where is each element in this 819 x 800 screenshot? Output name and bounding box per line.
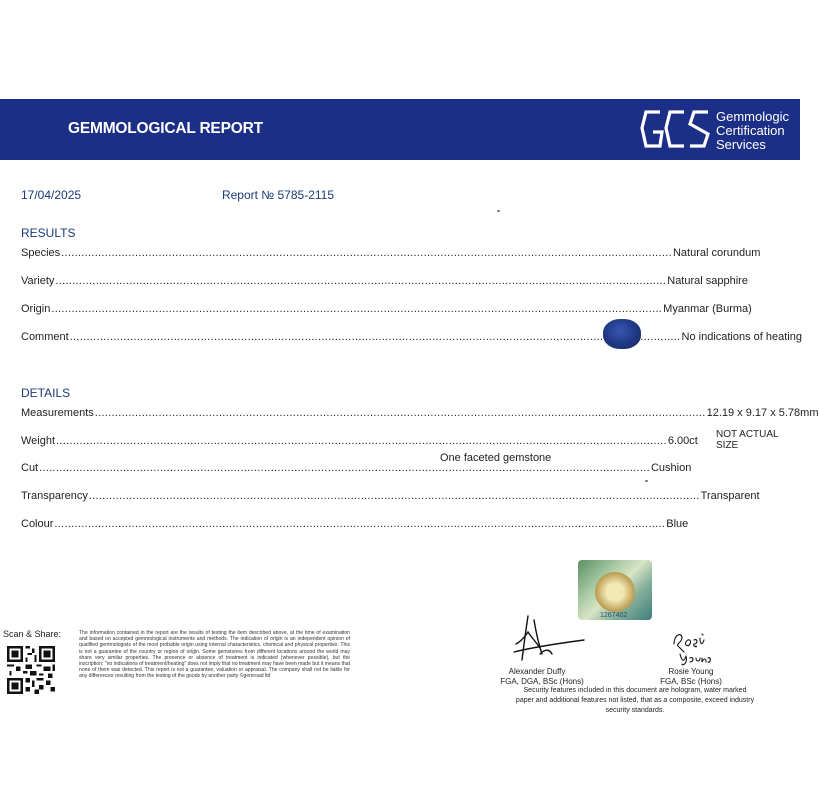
logo-line: Gemmologic — [716, 109, 789, 124]
results-heading: RESULTS — [21, 226, 76, 240]
row-value: 12.19 x 9.17 x 5.78mm — [706, 407, 819, 419]
row-value: Cushion — [650, 462, 692, 474]
row-value: Transparent — [700, 490, 760, 502]
row-label: Transparency — [21, 490, 88, 502]
security-features-note: Security features included in this document are hologram, water marked paper and additional features not listed, that as a composite, exceed industry security standards. — [515, 687, 755, 714]
results-row-variety — [21, 275, 748, 287]
row-value: No indications of heating — [681, 331, 802, 343]
results-row-origin — [21, 303, 752, 315]
row-value: Natural sapphire — [667, 275, 748, 287]
details-heading: DETAILS — [21, 386, 71, 400]
row-label: Measurements — [21, 407, 94, 419]
row-label: Weight — [21, 435, 56, 447]
results-row-comment — [21, 331, 802, 343]
row-label: Cut — [21, 462, 39, 474]
details-row-weight — [21, 435, 698, 447]
row-label: Variety — [21, 275, 55, 287]
report-date: 17/04/2025 — [21, 188, 82, 202]
signatory2-credentials: FGA, BSc (Hons) — [660, 677, 722, 686]
row-value: Natural corundum — [672, 247, 761, 259]
qr-code-icon[interactable] — [7, 646, 55, 694]
results-row-species — [21, 247, 761, 259]
logo-wordmark — [716, 110, 789, 152]
scan-share-label: Scan & Share: — [3, 629, 62, 639]
security-hologram — [578, 560, 652, 620]
report-number: Report № 5785-2115 — [221, 188, 334, 202]
header-banner — [0, 99, 800, 160]
row-value: 6.00ct — [667, 435, 698, 447]
details-row-colour — [21, 518, 689, 530]
not-actual-size-note: NOT ACTUAL SIZE — [716, 429, 779, 451]
hologram-number: 1267402 — [600, 612, 628, 619]
row-label: Origin — [21, 303, 51, 315]
report-title: GEMMOLOGICAL REPORT — [68, 120, 263, 137]
details-row-measurements — [21, 407, 819, 419]
signature-rosie-young — [668, 628, 718, 668]
row-label: Colour — [21, 518, 54, 530]
gcs-logo-icon — [638, 104, 714, 154]
hologram-seal-icon — [595, 572, 635, 612]
gemstone-caption: One faceted gemstone — [440, 452, 552, 464]
row-value: Myanmar (Burma) — [663, 303, 752, 315]
signatory2-name: Rosie Young — [668, 667, 714, 676]
row-label: Species — [21, 247, 61, 259]
row-value: Blue — [666, 518, 689, 530]
logo-line: Services — [716, 137, 766, 152]
signatory1-name: Alexander Duffy — [508, 667, 566, 676]
details-row-transparency — [21, 490, 760, 502]
signatory1-credentials: FGA, DGA, BSc (Hons) — [500, 677, 584, 686]
logo-line: Certification — [716, 123, 785, 138]
row-label: Comment — [21, 331, 69, 343]
details-row-cut — [21, 462, 692, 474]
legal-disclaimer: The information contained in the report are the results of testing the item described above, at the time of examination and based on accepted gemmological instruments and methods. The indication of origin is an independent opinion of qualified gemmologists of the most probable origin using internal characteristics, chemical and physical properties. This is not a guarantee of the country or region of origin. Some gemstones from different locations around the world may share very similar properties. The presence or absence of treatment is indicated (whenever possible), but the inscription: "no indications of treatment/heating" does not imply that no treatment may have been made but it means that none of them was detected. This report is not a guarantee, valuation or appraisal. The company shall not be liable for any differences resulting from the testing of the goods by another party ©gemroad ltd — [79, 630, 350, 680]
gemstone-photo — [603, 319, 641, 349]
paper-speck — [497, 210, 500, 212]
paper-speck — [645, 480, 648, 482]
signature-alexander-duffy — [506, 614, 586, 664]
